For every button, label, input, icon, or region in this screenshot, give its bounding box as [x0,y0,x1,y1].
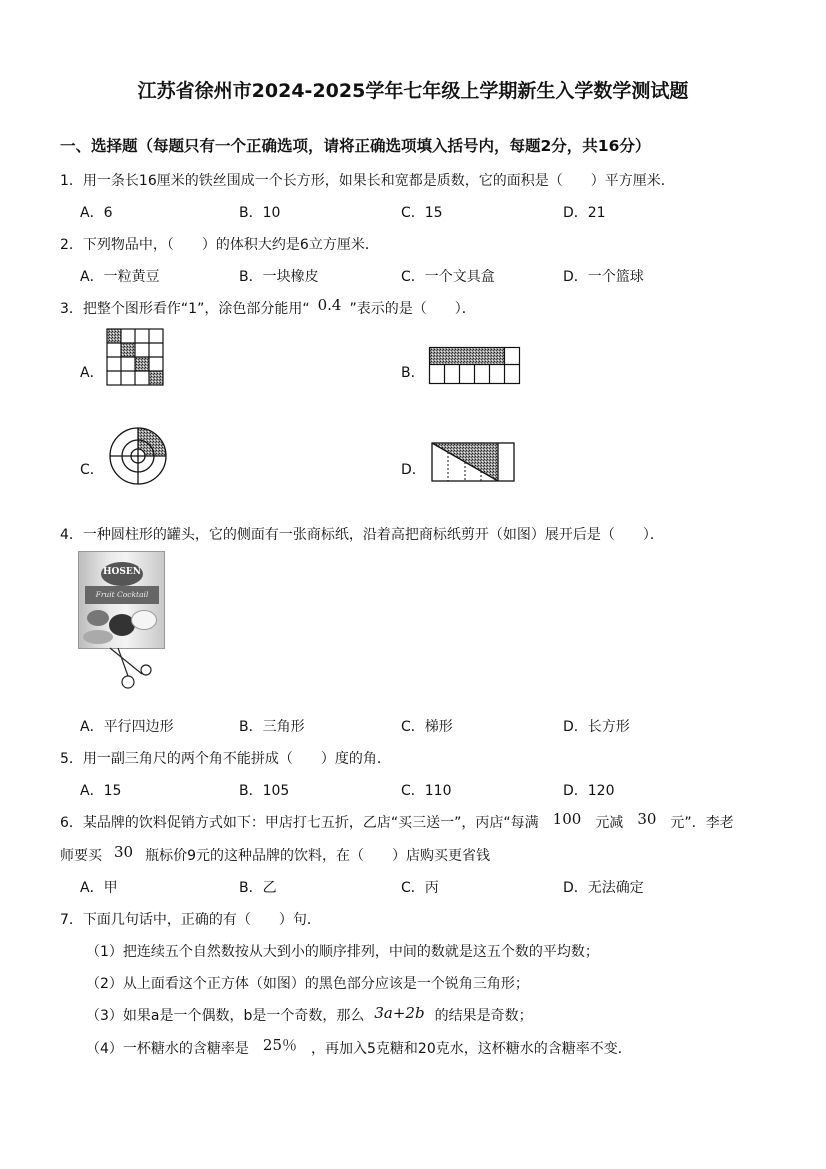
q7-s3-expression: 3a+2b [374,1004,425,1022]
q7-statement-1: （1）把连续五个自然数按从大到小的顺序排列，中间的数就是这五个数的平均数； [86,944,599,960]
q6-num-100: 100 [552,810,582,828]
q6-text-e: 瓶标价9元的这种品牌的饮料，在（ ）店购买更省钱 [145,848,490,864]
q2-option-d[interactable]: D．一个篮球 [563,269,644,285]
q7-s4-text-b: ，再加入5克糖和20克水，这杯糖水的含糖率不变． [311,1041,632,1057]
can-image [78,551,165,649]
q3-option-a[interactable]: A． [80,365,104,381]
q5-option-c[interactable]: C．110 [401,783,452,799]
question-1: 1．用一条长16厘米的铁丝围成一个长方形，如果长和宽都是质数，它的面积是（ ）平方厘米． [60,173,675,189]
q6-option-b[interactable]: B．乙 [239,880,277,896]
q6-option-d[interactable]: D．无法确定 [563,880,644,896]
page-title: 江苏省徐州市2024-2025学年七年级上学期新生入学数学测试题 [137,80,689,102]
q3-figure-c-circle [108,426,168,486]
question-5: 5．用一副三角尺的两个角不能拼成（ ）度的角． [60,751,391,767]
can-brand: HOSEN [103,567,141,577]
q6-num-30b: 30 [114,843,134,861]
q7-s4-percent: 25％ [262,1036,298,1054]
question-4: 4．一种圆柱形的罐头，它的侧面有一张商标纸，沿着高把商标纸剪开（如图）展开后是（ ）． [60,527,664,543]
q6-num-30: 30 [637,810,657,828]
question-7: 7．下面几句话中，正确的有（ ）句． [60,912,321,928]
q4-option-c[interactable]: C．梯形 [401,719,453,735]
q6-option-c[interactable]: C．丙 [401,880,439,896]
q3-figure-b-strip [428,346,521,386]
q6-option-a[interactable]: A．甲 [80,880,118,896]
q6-text-a: 6．某品牌的饮料促销方式如下：甲店打七五折，乙店“买三送一”，丙店“每满 [60,815,539,831]
q4-option-d[interactable]: D．长方形 [563,719,630,735]
q3-text-before: 3．把整个图形看作“1”，涂色部分能用“ [60,301,310,317]
q3-figure-d-triangle [430,441,516,483]
can-subtitle: Fruit Cocktail [85,586,159,604]
q7-statement-4 [86,1037,632,1058]
question-6-line-1 [60,812,734,832]
q2-option-b[interactable]: B．一块橡皮 [239,269,319,285]
q4-option-a[interactable]: A．平行四边形 [80,719,174,735]
q5-option-a[interactable]: A．15 [80,783,122,799]
q7-statement-2: （2）从上面看这个正方体（如图）的黑色部分应该是一个锐角三角形； [86,976,529,992]
q2-option-a[interactable]: A．一粒黄豆 [80,269,160,285]
q1-option-c[interactable]: C．15 [401,205,443,221]
q7-s3-text-a: （3）如果a是一个偶数，b是一个奇数，那么 [86,1008,365,1024]
q3-text-after: ”表示的是（ ）． [349,301,476,317]
q5-option-b[interactable]: B．105 [239,783,290,799]
q6-text-d: 师要买 [60,848,102,864]
section-heading: 一、选择题（每题只有一个正确选项，请将正确选项填入括号内，每题2分，共16分） [60,137,651,155]
q3-value: 0.4 [317,296,342,314]
q1-option-d[interactable]: D．21 [563,205,606,221]
q2-option-c[interactable]: C．一个文具盒 [401,269,495,285]
question-3 [60,298,476,318]
q3-option-d[interactable]: D． [401,462,426,478]
scissors-icon [106,646,158,690]
q1-option-a[interactable]: A．6 [80,205,113,221]
q7-statement-3 [86,1005,533,1025]
q3-figure-a-grid [106,328,164,386]
q1-option-b[interactable]: B．10 [239,205,281,221]
question-6-line-2 [60,845,490,865]
q3-option-c[interactable]: C． [80,462,104,478]
q3-option-b[interactable]: B． [401,365,425,381]
question-2: 2．下列物品中，（ ）的体积大约是6立方厘米． [60,237,379,253]
q5-option-d[interactable]: D．120 [563,783,615,799]
q6-text-c: 元”．李老 [670,815,734,831]
q4-option-b[interactable]: B．三角形 [239,719,305,735]
q7-s3-text-b: 的结果是奇数； [434,1008,533,1024]
q7-s4-text-a: （4）一杯糖水的含糖率是 [86,1041,249,1057]
q6-text-b: 元减 [595,815,624,831]
